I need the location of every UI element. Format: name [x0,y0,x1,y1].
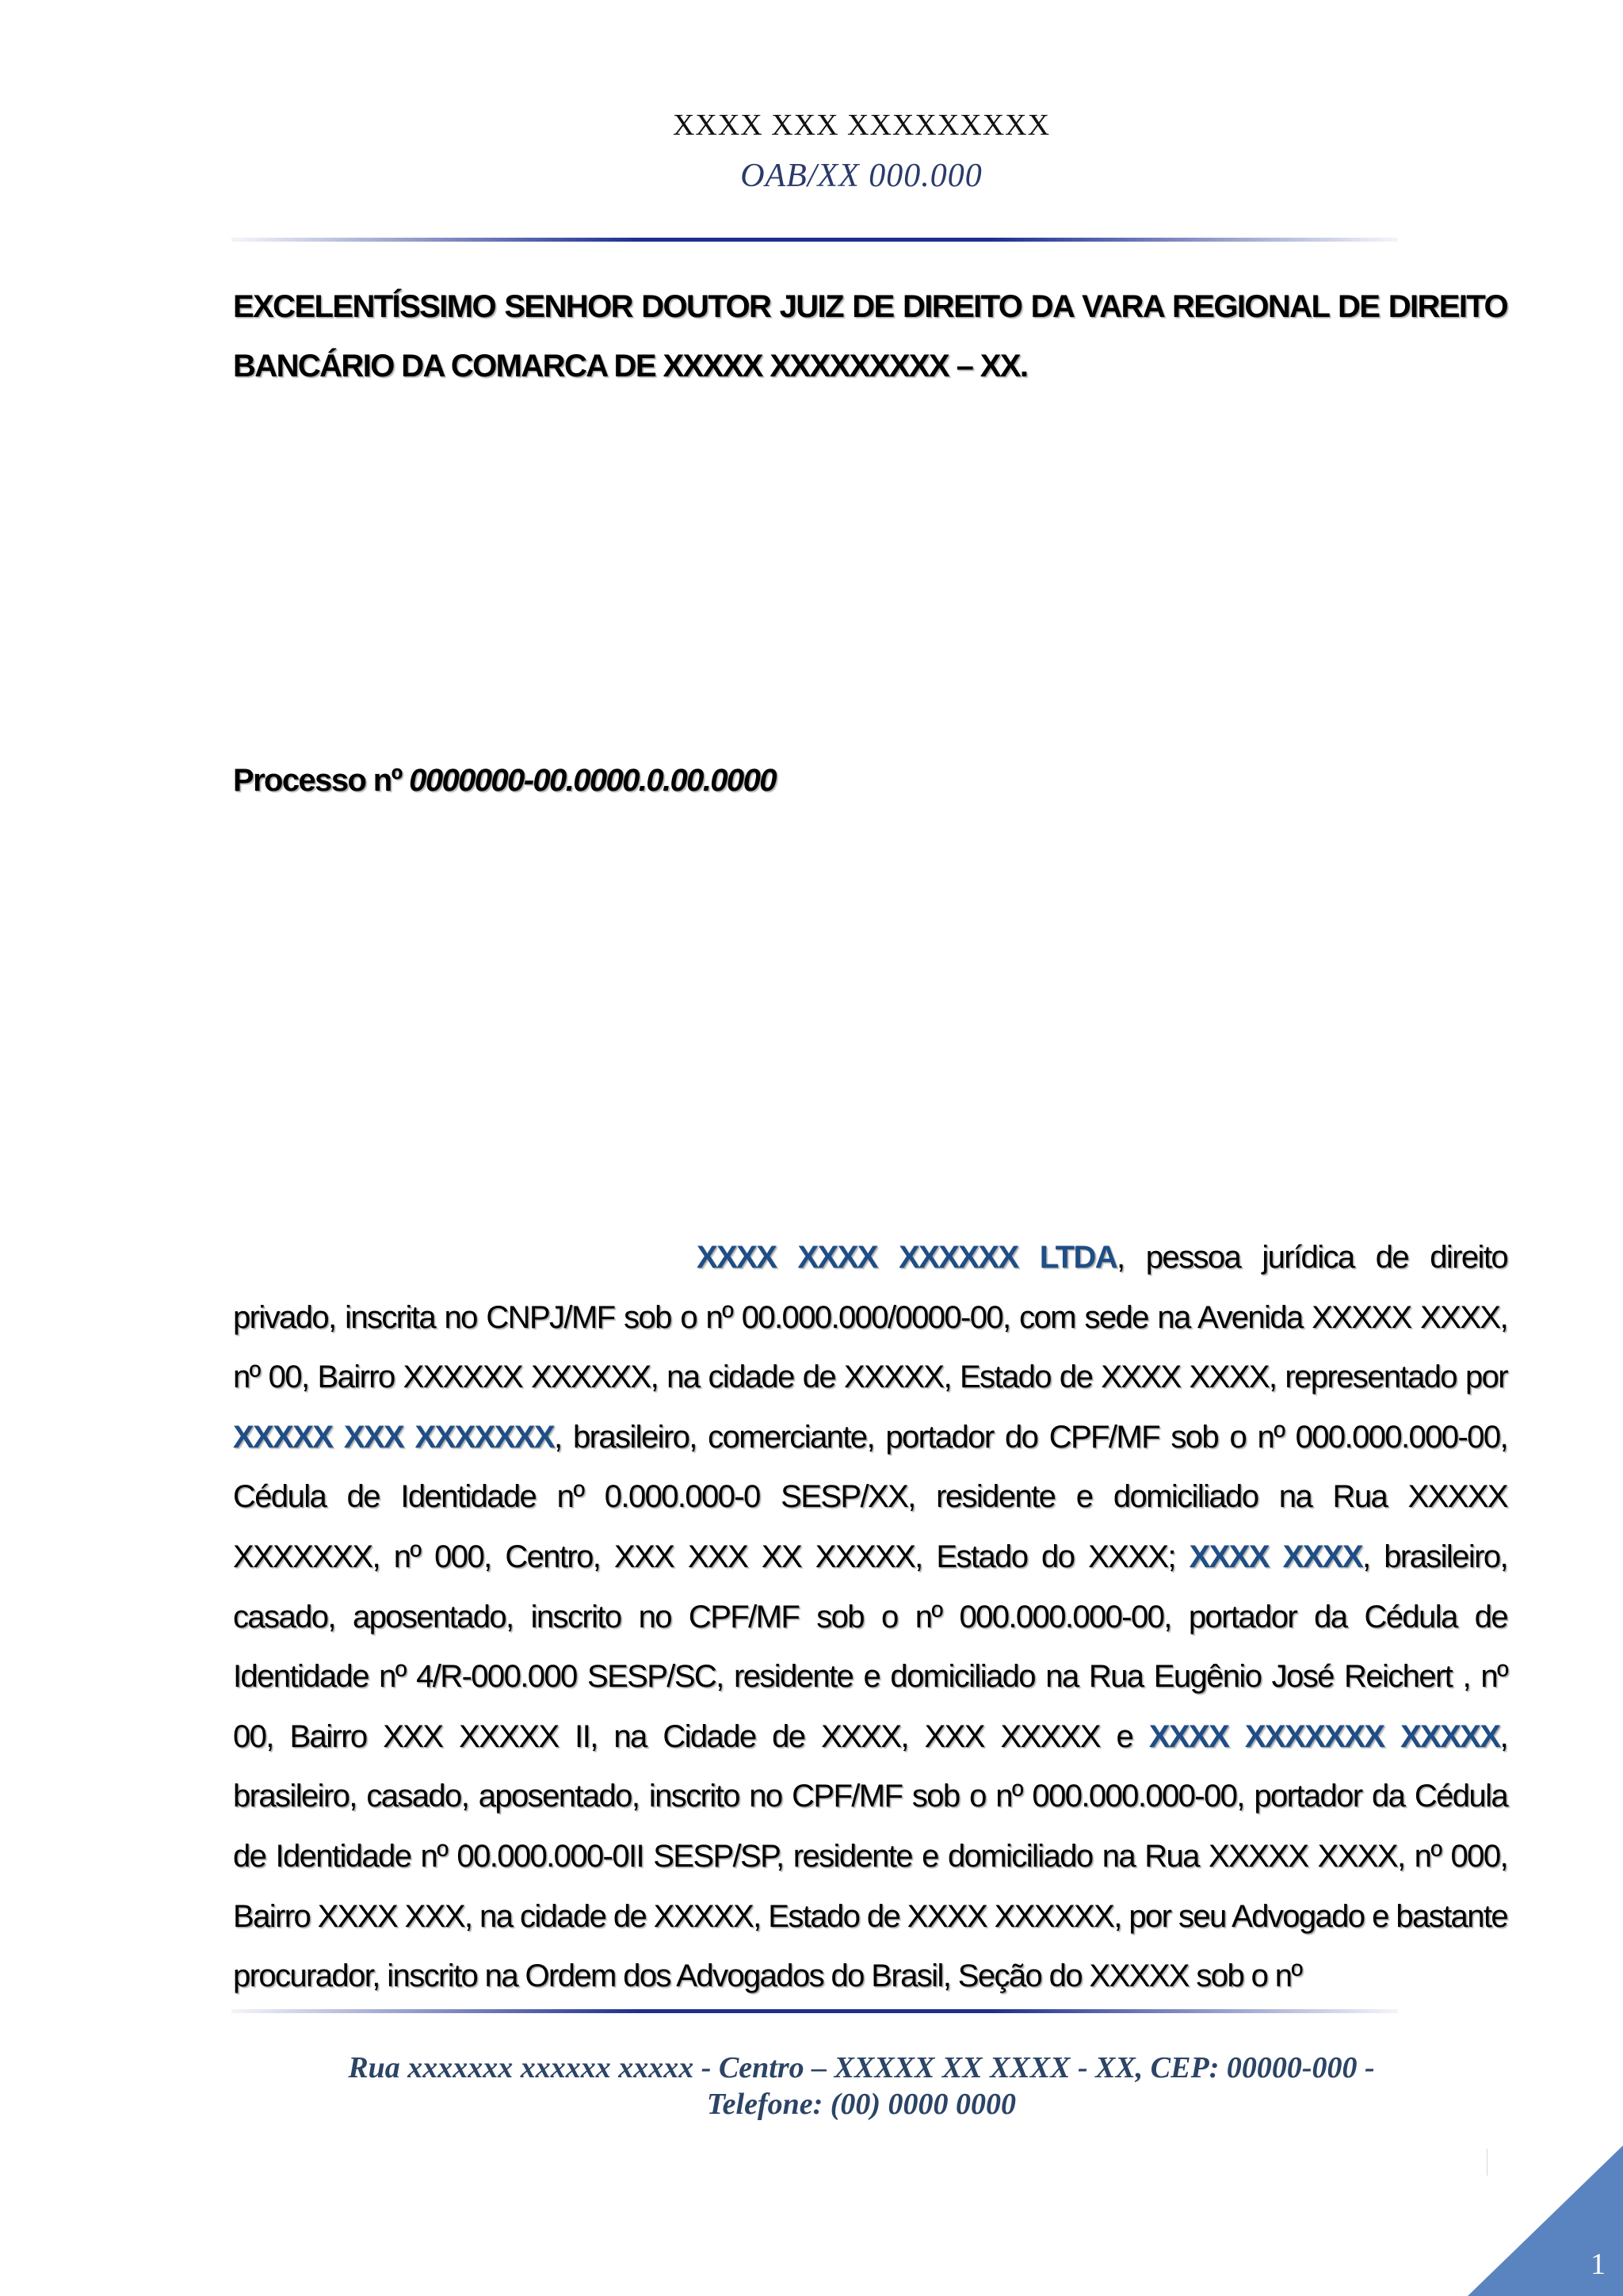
party-name-company: XXXX XXXX XXXXXX LTDA [697,1240,1117,1275]
petition-body [233,1228,1507,2007]
footer-address: Rua xxxxxxx xxxxxx xxxxx - Centro – XXXXX XX XXXX - XX, CEP: 00000-000 - [348,2051,1375,2084]
party-name-third: XXXX XXXXXXX XXXXX [1148,1718,1500,1754]
oab-registration: OAB/XX 000.000 [740,158,983,194]
process-label: Processo nº [233,763,410,798]
body-text-segment: , brasileiro, casado, aposentado, inscrito no CPF/MF sob o nº 000.000.000-00, portador da Cédula de Identidade nº 4/R-000.000 SESP/SC, residente e domiciliado na Rua Eugênio José Reichert , nº 00, Bairro XXX XXXXX II, na Cidade de XXXX, XXX XXXXX e [233,1539,1507,1754]
party-name-second: XXXX XXXX [1189,1539,1362,1574]
page-number: 1 [1591,2248,1606,2281]
body-text-segment: , brasileiro, comerciante, portador do CPF/MF sob o nº 000.000.000-00, Cédula de Identidade nº 0.000.000-0 SESP/XX, residente e domiciliado na Rua XXXXX XXXXXXX, nº 000, Centro, XXX XXX XX XXXXX, Estado do XXXX; [233,1419,1507,1574]
header-divider [231,238,1398,242]
footer-divider [231,2009,1398,2013]
body-text-segment: , brasileiro, casado, aposentado, inscrito no CPF/MF sob o nº 000.000.000-00, portador da Cédula de Identidade nº 00.000.000-0II SESP/SP, residente e domiciliado na Rua XXXXX XXXX, nº 000, Bairro XXXX XXX, na cidade de XXXXX, Estado de XXXX XXXXXX, por seu Advogado e bastante procurador, inscrito na Ordem dos Advogados do Brasil, Seção do XXXXX sob o nº [233,1718,1507,1994]
body-text-segment: , pessoa jurídica de direito privado, inscrita no CNPJ/MF sob o nº 00.000.000/0000-00, com sede na Avenida XXXXX XXXX, nº 00, Bairro XXXXXX XXXXXX, na cidade de XXXXX, Estado de XXXX XXXX, representado por [233,1240,1507,1395]
process-number-line [233,757,1507,804]
addressee-heading: EXCELENTÍSSIMO SENHOR DOUTOR JUIZ DE DIREITO DA VARA REGIONAL DE DIREITO BANCÁRIO DA COMARCA DE XXXXX XXXXXXXXX – XX. [233,289,1507,383]
process-number: 0000000-00.0000.0.00.0000 [409,763,776,798]
lawyer-name: XXXX XXX XXXXXXXXX [672,109,1051,142]
party-name-representative: XXXXX XXX XXXXXXX [233,1419,555,1455]
footer-phone: Telefone: (00) 0000 0000 [706,2088,1017,2121]
